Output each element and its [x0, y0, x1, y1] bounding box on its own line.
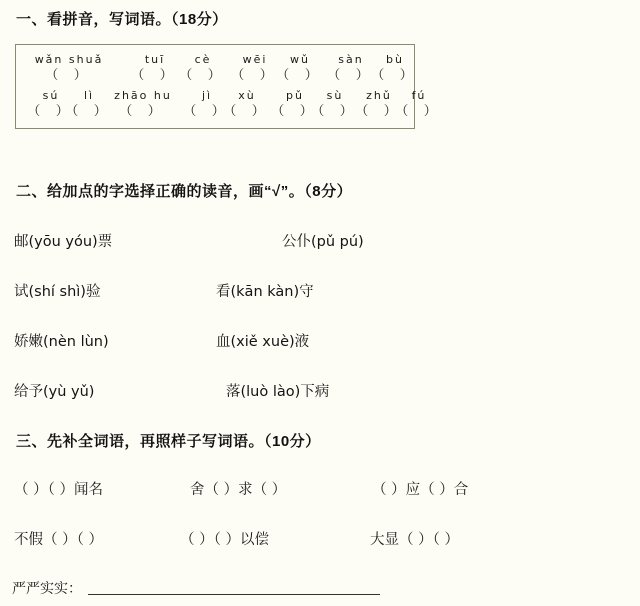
pinyin-cell: [30, 53, 108, 83]
section-1-title: 一、看拼音，写词语。（18分）: [16, 11, 228, 28]
answer-slot[interactable]: （ ）: [327, 67, 375, 82]
answer-slot[interactable]: （ ）: [231, 67, 279, 82]
pinyin-text: fú: [411, 89, 427, 102]
answer-slot[interactable]: （ ）: [223, 103, 271, 118]
pronunciation-item-right[interactable]: 公仆(pǔ pú): [282, 234, 364, 250]
answer-slot[interactable]: （ ）: [311, 103, 359, 118]
pinyin-text: zhǔ: [366, 89, 392, 102]
answer-slot[interactable]: （ ）: [65, 103, 113, 118]
answer-slot[interactable]: （ ）: [276, 67, 324, 82]
answer-slot[interactable]: （ ）: [45, 67, 93, 82]
pinyin-text: sú: [42, 89, 60, 102]
answer-underline[interactable]: [88, 594, 380, 595]
idiom-blank[interactable]: （ ）（ ）以偿: [180, 532, 269, 548]
answer-slot[interactable]: （ ）: [371, 67, 419, 82]
idiom-blank[interactable]: 舍（ ）求（ ）: [190, 482, 287, 498]
answer-slot[interactable]: （ ）: [119, 103, 167, 118]
pinyin-text: tuī: [144, 53, 166, 66]
pronunciation-item-right[interactable]: 落(luò lào)下病: [226, 384, 330, 400]
pinyin-text: sàn: [338, 53, 364, 66]
pinyin-text: jì: [201, 89, 213, 102]
pinyin-text: lì: [83, 89, 95, 102]
pinyin-text: zhāo hu: [114, 89, 172, 102]
pinyin-text: wǔ: [290, 53, 310, 66]
pronunciation-item-left[interactable]: 试(shí shì)验: [14, 284, 101, 300]
answer-slot[interactable]: （ ）: [27, 103, 75, 118]
answer-slot[interactable]: （ ）: [179, 67, 227, 82]
answer-slot[interactable]: （ ）: [183, 103, 231, 118]
pinyin-text: cè: [194, 53, 212, 66]
example-word-label: 严严实实：: [12, 581, 82, 597]
answer-slot[interactable]: （ ）: [395, 103, 443, 118]
pinyin-cell: [356, 53, 434, 83]
pinyin-writing-box: [15, 44, 443, 129]
pronunciation-item-right[interactable]: 看(kān kàn)守: [216, 284, 314, 300]
idiom-blank[interactable]: （ ）（ ）闻名: [14, 482, 103, 498]
pronunciation-item-left[interactable]: 娇嫩(nèn lùn): [14, 334, 109, 350]
answer-slot[interactable]: （ ）: [355, 103, 403, 118]
pinyin-text: wǎn shuǎ: [34, 53, 104, 66]
idiom-blank[interactable]: （ ）应（ ）合: [372, 482, 469, 498]
pinyin-text: wēi: [242, 53, 268, 66]
idiom-blank[interactable]: 不假（ ）（ ）: [14, 532, 103, 548]
pronunciation-item-left[interactable]: 给予(yù yǔ): [14, 384, 95, 400]
pinyin-cell: [380, 89, 458, 119]
section-3-title: 三、先补全词语，再照样子写词语。（10分）: [16, 433, 321, 450]
pinyin-text: pǔ: [286, 89, 304, 102]
pinyin-row-1: [16, 53, 419, 91]
pronunciation-item-right[interactable]: 血(xiě xuè)液: [216, 334, 310, 350]
answer-slot[interactable]: （ ）: [271, 103, 319, 118]
pinyin-text: bù: [386, 53, 404, 66]
pinyin-row-2: [16, 89, 443, 127]
pinyin-text: xù: [238, 89, 256, 102]
idiom-blank[interactable]: 大显（ ）（ ）: [370, 532, 459, 548]
section-2-title: 二、给加点的字选择正确的读音，画“√”。（8分）: [16, 183, 353, 200]
answer-slot[interactable]: （ ）: [131, 67, 179, 82]
pronunciation-item-left[interactable]: 邮(yōu yóu)票: [14, 234, 113, 250]
pinyin-text: sù: [326, 89, 344, 102]
